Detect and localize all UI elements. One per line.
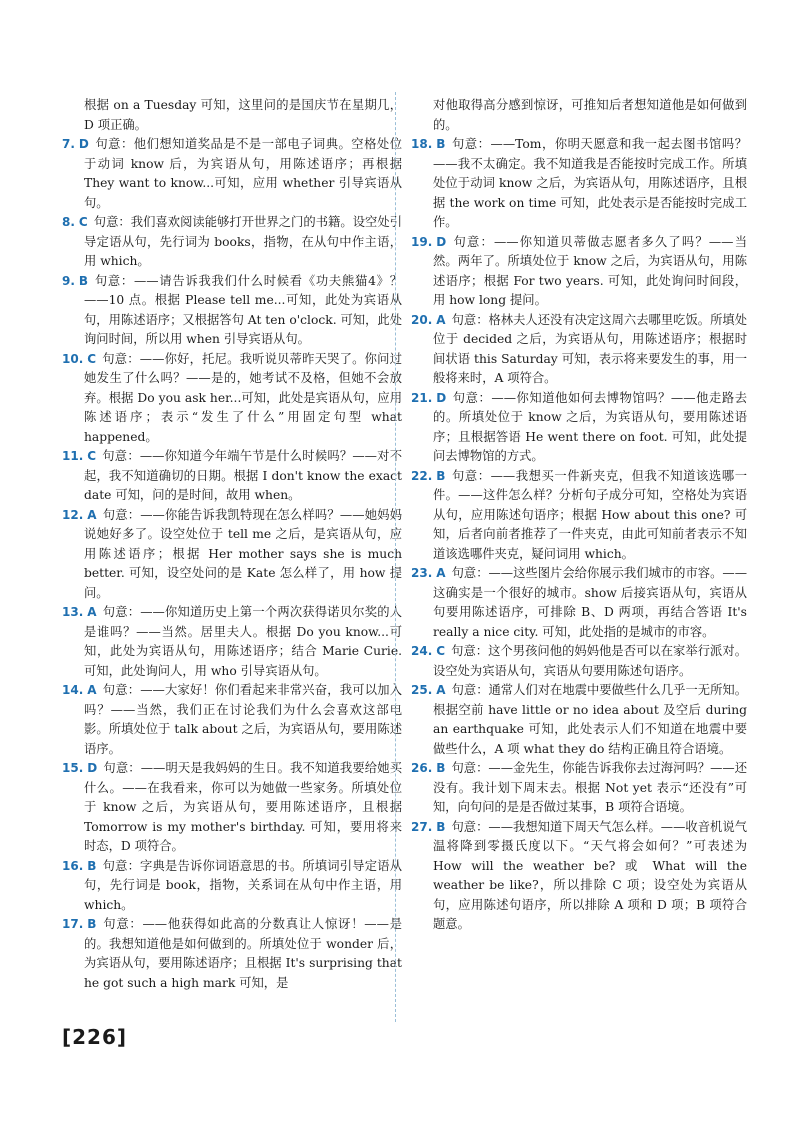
question-number: 11. bbox=[62, 449, 84, 463]
question-number: 18. bbox=[411, 137, 433, 151]
answer-letter: D bbox=[436, 234, 447, 249]
answer-letter: A bbox=[436, 566, 446, 580]
answer-letter: B bbox=[78, 273, 89, 288]
answer-item bbox=[411, 389, 747, 467]
answer-item bbox=[411, 311, 747, 389]
answer-item bbox=[411, 681, 747, 759]
question-number: 10. bbox=[62, 351, 84, 366]
question-number: 20. bbox=[411, 312, 433, 327]
answer-item bbox=[62, 350, 402, 448]
answer-item bbox=[411, 233, 747, 311]
explanation-text: 句意：——这些图片会给你展示我们城市的市容。——这确实是一个很好的城市。show 后接宾语从句，宾语从句要用陈述语序，可排除 B、D 两项，再结合答语 It's really a nice city. 可知，此处指的是城市的市容。 bbox=[433, 566, 747, 639]
answer-item bbox=[62, 506, 402, 604]
explanation-text: 句意：——Tom，你明天愿意和我一起去图书馆吗？——我不太确定。我不知道我是否能按时完成工作。所填处位于动词 know 之后，为宾语从句，用陈述语序，且根据 the work on time 可知，此处表示是否能按时完成工作。 bbox=[433, 137, 747, 229]
question-number: 24. bbox=[411, 644, 433, 658]
explanation-text: 句意：——大家好！你们看起来非常兴奋，我可以加入吗？——当然，我们正在讨论我们为什么会喜欢这部电影。所填处位于 talk about 之后，为宾语从句，要用陈述语序。 bbox=[84, 683, 402, 756]
question-number: 12. bbox=[62, 507, 84, 522]
answer-letter: D bbox=[87, 761, 98, 775]
question-number: 9. bbox=[62, 273, 75, 288]
answer-letter: C bbox=[78, 215, 88, 229]
page-number: [226] bbox=[62, 1025, 128, 1049]
explanation-text: 句意：——我想买一件新夹克，但我不知道该选哪一件。——这件怎么样？分析句子成分可知，空格处为宾语从句，应用陈述句语序；根据 How about this one? 可知，后者向前者推荐了一件夹克，由此可知前者表示不知道该选哪件夹克，疑问词用 which。 bbox=[433, 468, 747, 561]
answer-item bbox=[62, 603, 402, 681]
answer-letter: C bbox=[87, 449, 97, 463]
answer-letter: B bbox=[436, 819, 446, 834]
answer-letter: C bbox=[436, 644, 446, 658]
explanation-text: 句意：字典是告诉你词语意思的书。所填词引导定语从句，先行词是 book，指物，关系词在从句中作主语，用 which。 bbox=[84, 858, 402, 912]
answer-item bbox=[62, 759, 402, 857]
explanation-text: 句意：——你能告诉我凯特现在怎么样吗？——她妈妈说她好多了。设空处位于 tell me 之后，是宾语从句，应用陈述语序；根据 Her mother says she is much better. 可知，设空处问的是 Kate 怎么样了，用 how 提问。 bbox=[84, 507, 402, 600]
answer-letter: A bbox=[87, 507, 97, 522]
left-column bbox=[62, 96, 402, 993]
answer-item bbox=[411, 135, 747, 233]
question-number: 14. bbox=[62, 683, 84, 697]
explanation-text: 句意：——明天是我妈妈的生日。我不知道我要给她买什么。——在我看来，你可以为她做一些家务。所填处位于 know 之后，为宾语从句，要用陈述语序，且根据 Tomorrow is my mother's birthday. 可知，要用将来时态，D 项符合。 bbox=[84, 761, 402, 853]
column-divider bbox=[395, 92, 396, 1022]
question-number: 16. bbox=[62, 858, 84, 873]
explanation-text: 句意：这个男孩问他的妈妈他是否可以在家举行派对。设空处为宾语从句，宾语从句要用陈述句语序。 bbox=[433, 644, 747, 678]
explanation-text: 句意：——你知道历史上第一个两次获得诺贝尔奖的人是谁吗？——当然。居里夫人。根据 Do you know...可知，此处为宾语从句，用陈述语序；结合 Marie Curie. 可知，此处询问人，用 who 引导宾语从句。 bbox=[84, 605, 402, 678]
answer-letter: D bbox=[78, 137, 89, 151]
answer-item bbox=[411, 642, 747, 681]
answer-item bbox=[62, 857, 402, 916]
explanation-text: 句意：——你知道贝蒂做志愿者多久了吗？——当然。两年了。所填处位于 know 之后，为宾语从句，用陈述语序；根据 For two years. 可知，此处询问时间段，用 how long 提问。 bbox=[433, 234, 747, 307]
answer-letter: D bbox=[436, 390, 447, 405]
question-number: 8. bbox=[62, 215, 75, 229]
explanation-text: 句意：——你好，托尼。我听说贝蒂昨天哭了。你问过她发生了什么吗？——是的，她考试不及格，但她不会放弃。根据 Do you ask her...可知，此处是宾语从句，应用陈述语序；表示“发生了什么”用固定句型 what happened。 bbox=[84, 351, 402, 444]
answer-letter: A bbox=[436, 683, 446, 697]
answer-letter: B bbox=[436, 761, 446, 775]
answer-letter: B bbox=[87, 917, 97, 931]
answer-item bbox=[411, 564, 747, 642]
answer-letter: A bbox=[436, 312, 446, 327]
answer-item bbox=[62, 447, 402, 506]
explanation-text: 句意：——你知道今年端午节是什么时候吗？——对不起，我不知道确切的日期。根据 I don't know the exact date 可知，问的是时间，故用 when。 bbox=[84, 449, 402, 502]
explanation-text: 句意：——你知道他如何去博物馆吗？——他走路去的。所填处位于 know 之后，为宾语从句，要用陈述语序；且根据答语 He went there on foot. 可知，此处提问去博物馆的方式。 bbox=[433, 390, 747, 463]
explanation-text: 句意：——金先生，你能告诉我你去过海河吗？——还没有。我计划下周末去。根据 Not yet 表示“还没有”可知，向句问的是是否做过某事，B 项符合语境。 bbox=[433, 761, 747, 814]
answer-item bbox=[62, 213, 402, 272]
question-number: 15. bbox=[62, 761, 84, 775]
answer-item bbox=[411, 818, 747, 935]
left-continuation: 根据 on a Tuesday 可知，这里问的是国庆节在星期几，D 项正确。 bbox=[84, 98, 402, 132]
answer-item bbox=[62, 681, 402, 759]
question-number: 19. bbox=[411, 234, 433, 249]
explanation-text: 句意：——我想知道下周天气怎么样。——收音机说气温将降到零摄氏度以下。“天气将会如何？”可表述为 How will the weather be? 或 What will the weather be like?，所以排除 C 项；设空处为宾语从句，应用陈述句语序，所以排除 A 项和 D 项；B 项符合题意。 bbox=[433, 819, 747, 931]
answer-item bbox=[411, 467, 747, 565]
question-number: 27. bbox=[411, 819, 433, 834]
right-continuation: 对他取得高分感到惊讶，可推知后者想知道他是如何做到的。 bbox=[433, 98, 747, 132]
answer-item bbox=[62, 272, 402, 350]
question-number: 21. bbox=[411, 390, 433, 405]
explanation-text: 句意：格林夫人还没有决定这周六去哪里吃饭。所填处位于 decided 之后，为宾语从句，用陈述语序；根据时间状语 this Saturday 可知，表示将来要发生的事，用一般将来时，A 项符合。 bbox=[433, 312, 747, 385]
question-number: 26. bbox=[411, 761, 433, 775]
question-number: 25. bbox=[411, 683, 433, 697]
explanation-text: 句意：通常人们对在地震中要做些什么几乎一无所知。根据空前 have little or no idea about 及空后 during an earthquake 可知，此处表示人们不知道在地震中要做些什么，A 项 what they do 结构正确且符合语境。 bbox=[433, 683, 747, 756]
explanation-text: 句意：——请告诉我我们什么时候看《功夫熊猫4》？——10 点。根据 Please tell me...可知，此处为宾语从句，用陈述语序；又根据答句 At ten o'clock. 可知，此处询问时间，所以用 when 引导宾语从句。 bbox=[84, 273, 402, 346]
question-number: 13. bbox=[62, 605, 84, 619]
answer-letter: B bbox=[87, 858, 97, 873]
right-column bbox=[411, 96, 747, 935]
explanation-text: 句意：我们喜欢阅读能够打开世界之门的书籍。设空处引导定语从句，先行词为 books，指物，在从句中作主语，用 which。 bbox=[84, 215, 402, 268]
answer-letter: A bbox=[87, 683, 97, 697]
left-item-list bbox=[62, 135, 402, 993]
answer-item bbox=[62, 135, 402, 213]
question-number: 22. bbox=[411, 468, 433, 483]
answer-item bbox=[411, 759, 747, 818]
question-number: 23. bbox=[411, 566, 433, 580]
question-number: 7. bbox=[62, 137, 75, 151]
explanation-text: 句意：——他获得如此高的分数真让人惊讶！——是的。我想知道他是如何做到的。所填处位于 wonder 后，为宾语从句，要用陈述语序；且根据 It's surprising that he got such a high mark 可知，是 bbox=[84, 917, 402, 990]
answer-letter: B bbox=[436, 137, 446, 151]
right-item-list bbox=[411, 135, 747, 935]
answer-letter: A bbox=[87, 605, 97, 619]
answer-item bbox=[62, 915, 402, 993]
answer-letter: C bbox=[87, 351, 97, 366]
explanation-text: 句意：他们想知道奖品是不是一部电子词典。空格处位于动词 know 后，为宾语从句，用陈述语序；再根据 They want to know...可知，应用 whether 引导宾语从句。 bbox=[84, 137, 402, 210]
question-number: 17. bbox=[62, 917, 84, 931]
answer-letter: B bbox=[436, 468, 446, 483]
